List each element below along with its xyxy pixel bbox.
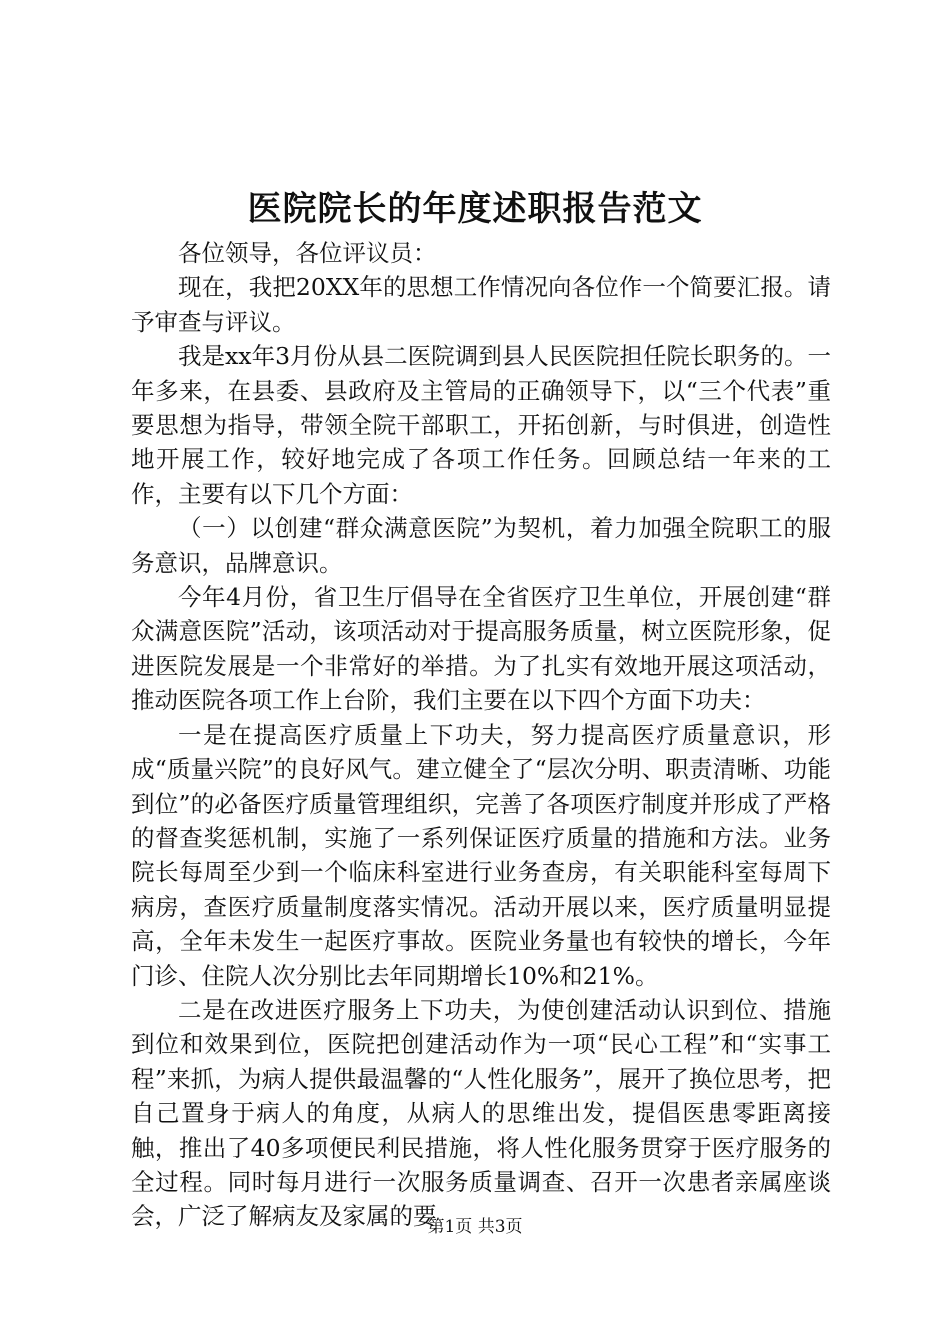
body-paragraph: 现在，我把20XX年的思想工作情况向各位作一个简要汇报。请予审查与评议。 bbox=[131, 273, 831, 336]
section-heading-paragraph: （一）以创建“群众满意医院”为契机，着力加强全院职工的服务意识，品牌意识。 bbox=[131, 514, 831, 577]
page-number-footer: 第1页 共3页 bbox=[427, 1217, 523, 1237]
document-title: 医院院长的年度述职报告范文 bbox=[247, 189, 703, 229]
body-paragraph: 二是在改进医疗服务上下功夫，为使创建活动认识到位、措施到位和效果到位，医院把创建活动作为一项“民心工程”和“实事工程”来抓，为病人提供最温馨的“人性化服务”，展开了换位思考，把自己置身于病人的角度，从病人的思维出发，提倡医患零距离接触，推出了40多项便民利民措施，将人性化服务贯穿于医疗服务的全过程。同时每月进行一次服务质量调查、召开一次患者亲属座谈会，广泛了解病友及家属的要 bbox=[131, 995, 831, 1231]
document-body bbox=[131, 236, 831, 1234]
body-paragraph: 我是xx年3月份从县二医院调到县人民医院担任院长职务的。一年多来，在县委、县政府及主管局的正确领导下，以“三个代表”重要思想为指导，带领全院干部职工，开拓创新，与时俱进，创造性地开展工作，较好地完成了各项工作任务。回顾总结一年来的工作，主要有以下几个方面： bbox=[131, 342, 831, 508]
salutation-paragraph: 各位领导，各位评议员： bbox=[178, 239, 437, 267]
body-paragraph: 今年4月份，省卫生厅倡导在全省医疗卫生单位，开展创建“群众满意医院”活动，该项活动对于提高服务质量，树立医院形象，促进医院发展是一个非常好的举措。为了扎实有效地开展这项活动，推动医院各项工作上台阶，我们主要在以下四个方面下功夫： bbox=[131, 583, 831, 715]
body-paragraph: 一是在提高医疗质量上下功夫，努力提高医疗质量意识，形成“质量兴院”的良好风气。建立健全了“层次分明、职责清晰、功能到位”的必备医疗质量管理组织，完善了各项医疗制度并形成了严格的督查奖惩机制，实施了一系列保证医疗质量的措施和方法。业务院长每周至少到一个临床科室进行业务查房，有关职能科室每周下病房，查医疗质量制度落实情况。活动开展以来，医疗质量明显提高，全年未发生一起医疗事故。医院业务量也有较快的增长，今年门诊、住院人次分别比去年同期增长10%和21%。 bbox=[131, 720, 831, 990]
